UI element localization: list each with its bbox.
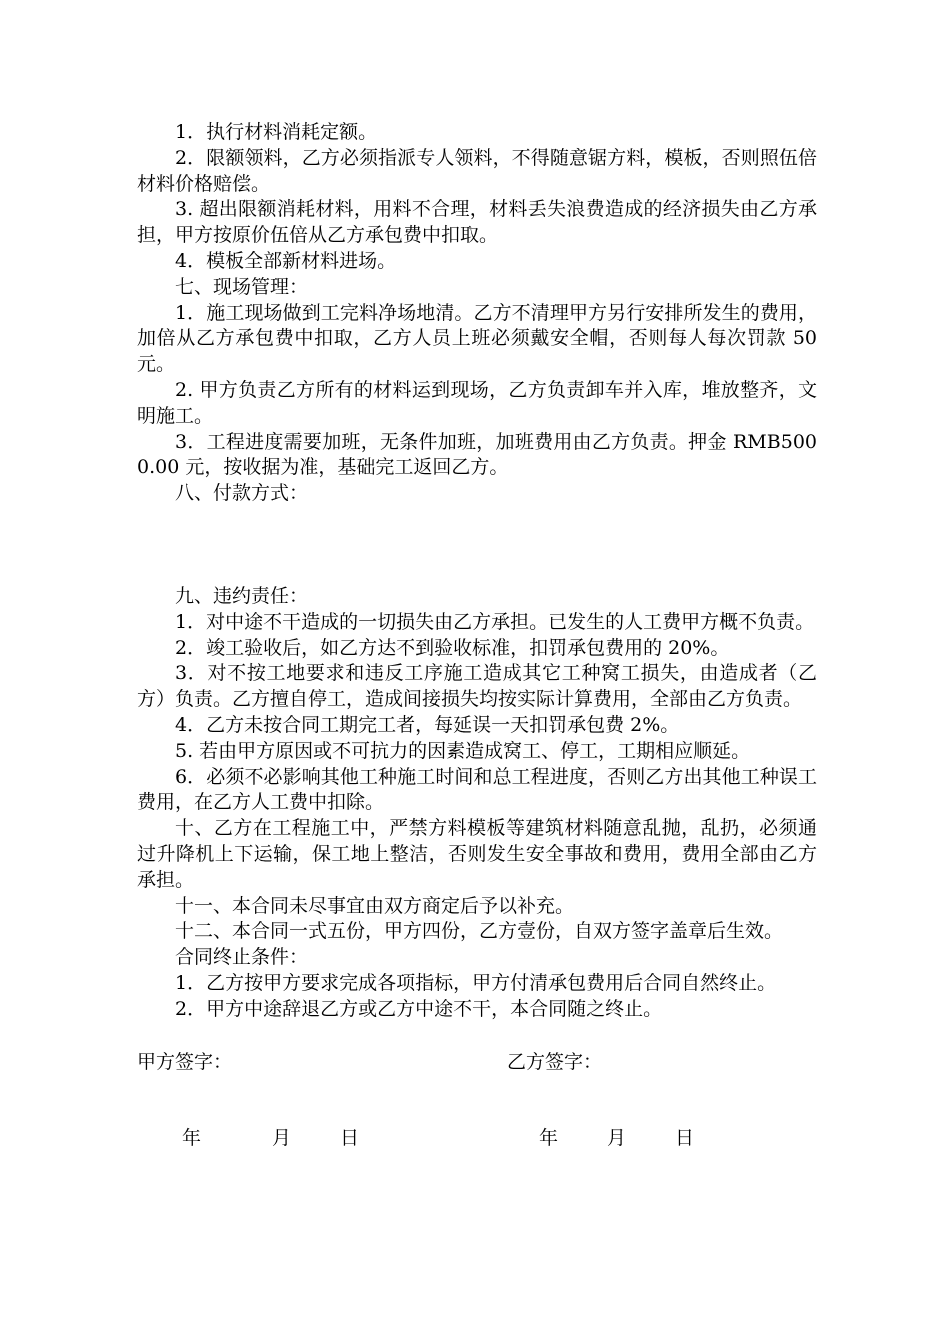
party-a-signature-label: 甲方签字：: [137, 1050, 233, 1073]
party-b-day-label: 日: [675, 1126, 695, 1149]
party-b-signature-label: 乙方签字：: [507, 1050, 603, 1073]
signature-row: [137, 1049, 817, 1075]
blank-space: [137, 507, 817, 584]
clause-paragraph: 2．甲方中途辞退乙方或乙方中途不干，本合同随之终止。: [175, 997, 663, 1020]
party-a-year-label: 年: [182, 1126, 202, 1149]
section-heading-payment: 八、付款方式：: [175, 482, 309, 505]
clause-paragraph: 2．竣工验收后，如乙方达不到验收标准，扣罚承包费用的 20%。: [175, 636, 730, 659]
clause-paragraph: 2．限额领料，乙方必须指派专人领料，不得随意锯方料，模板，否则照伍倍材料价格赔偿。: [137, 146, 817, 195]
clause-paragraph: 1．乙方按甲方要求完成各项指标，甲方付清承包费用后合同自然终止。: [175, 971, 777, 994]
blank-space: [137, 1023, 817, 1049]
party-a-month-label: 月: [272, 1126, 292, 1149]
clause-paragraph: 十二、本合同一式五份，甲方四份，乙方壹份，自双方签字盖章后生效。: [175, 920, 784, 943]
clause-paragraph: 6．必须不必影响其他工种施工时间和总工程进度，否则乙方出其他工种误工费用，在乙方人工费中扣除。: [137, 765, 817, 814]
party-b-month-label: 月: [607, 1126, 627, 1149]
clause-paragraph: 1．施工现场做到工完料净场地清。乙方不清理甲方另行安排所发生的费用，加倍从乙方承包费中扣取，乙方人员上班必须戴安全帽，否则每人每次罚款 50 元。: [137, 301, 817, 376]
clause-paragraph: 1．对中途不干造成的一切损失由乙方承担。已发生的人工费甲方概不负责。: [175, 610, 815, 633]
clause-paragraph: 3．工程进度需要加班，无条件加班，加班费用由乙方负责。押金 RMB5000.00 元，按收据为准，基础完工返回乙方。: [137, 430, 817, 479]
section-materials-and-site: [137, 120, 817, 507]
clause-paragraph: 4．乙方未按合同工期完工者，每延误一天扣罚承包费 2%。: [175, 713, 680, 736]
clause-paragraph: 3. 超出限额消耗材料，用料不合理，材料丢失浪费造成的经济损失由乙方承担，甲方按原价伍倍从乙方承包费中扣取。: [137, 198, 817, 247]
clause-paragraph: 4．模板全部新材料进场。: [175, 249, 397, 272]
date-row: [137, 1125, 817, 1151]
party-b-year-label: 年: [539, 1126, 559, 1149]
clause-paragraph: 2. 甲方负责乙方所有的材料运到现场，乙方负责卸车并入库，堆放整齐，文明施工。: [137, 378, 817, 427]
section-liability-and-terms: [137, 584, 817, 1023]
clause-paragraph: 十、乙方在工程施工中，严禁方料模板等建筑材料随意乱抛，乱扔，必须通过升降机上下运输，保工地上整洁，否则发生安全事故和费用，费用全部由乙方承担。: [137, 817, 817, 891]
clause-paragraph: 5. 若由甲方原因或不可抗力的因素造成窝工、停工，工期相应顺延。: [175, 739, 751, 762]
section-heading-site-management: 七、现场管理：: [175, 275, 309, 298]
section-heading-liability: 九、违约责任：: [175, 584, 309, 607]
clause-paragraph: 十一、本合同未尽事宜由双方商定后予以补充。: [175, 894, 575, 917]
clause-paragraph: 3．对不按工地要求和违反工序施工造成其它工种窝工损失，由造成者（乙方）负责。乙方擅自停工，造成间接损失均按实际计算费用，全部由乙方负责。: [137, 662, 817, 711]
contract-page: [137, 120, 817, 1151]
clause-paragraph: 1．执行材料消耗定额。: [175, 121, 378, 143]
party-a-day-label: 日: [340, 1126, 360, 1149]
section-heading-termination: 合同终止条件：: [175, 946, 309, 969]
